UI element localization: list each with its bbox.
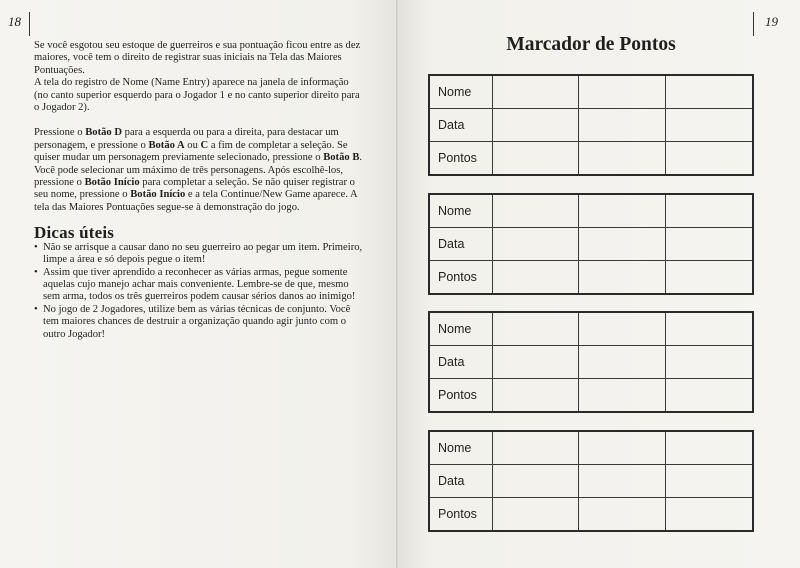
row-label: Pontos (429, 261, 492, 295)
score-row-date (429, 228, 753, 261)
entry-cell (579, 228, 666, 261)
entry-cell (579, 261, 666, 295)
paragraph-high-score (34, 40, 364, 114)
row-label: Nome (429, 312, 492, 346)
entry-cell (579, 431, 666, 465)
entry-cell (666, 498, 753, 532)
paragraph-name-entry: A tela do registro de Nome (Name Entry) aparece na janela de informação (no canto superior esquerdo para o Jogador 1 e no canto superior direito para o Jogador 2). (34, 77, 360, 114)
button-name: Botão A (148, 139, 185, 151)
row-label: Nome (429, 431, 492, 465)
row-label: Data (429, 465, 492, 498)
entry-cell (579, 194, 666, 228)
score-table (428, 74, 754, 176)
text-run: e a tela Continue/New Game aparece. A tela das Maiores Pontuações segue-se à demonstração do jogo. (34, 189, 358, 213)
left-page-text (34, 40, 364, 341)
button-name: Botão Início (84, 177, 140, 189)
text-run: para completar a seleção. Se não quiser registrar o seu nome, pressione o (34, 177, 355, 201)
entry-cell (666, 346, 753, 379)
text-run: ou (184, 139, 201, 151)
score-row-points (429, 379, 753, 413)
page-number-left: 18 (8, 14, 21, 29)
row-label: Pontos (429, 379, 492, 413)
entry-cell (666, 312, 753, 346)
paragraph-controls (34, 127, 364, 214)
tips-heading: Dicas úteis (34, 223, 115, 243)
entry-cell (492, 109, 579, 142)
tip-item: • Não se arrisque a causar dano no seu guerreiro ao pegar um item. Primeiro, limpe a área e só depois pegue o item! (34, 242, 364, 267)
text-run: a fim de completar a seleção. Se quiser mudar um personagem previamente selecionado, pressione o (34, 139, 348, 164)
entry-cell (492, 346, 579, 379)
tips-list (34, 242, 364, 341)
entry-cell (492, 431, 579, 465)
entry-cell (492, 142, 579, 176)
entry-cell (492, 379, 579, 413)
entry-cell (492, 194, 579, 228)
score-row-points (429, 142, 753, 176)
score-row-name (429, 75, 753, 109)
row-label: Data (429, 346, 492, 379)
tip-item: • No jogo de 2 Jogadores, utilize bem as várias técnicas de conjunto. Você tem maiores chances de destruir a organização quando agir junto com o outro Jogador! (34, 304, 364, 341)
row-label: Nome (429, 194, 492, 228)
score-row-name (429, 312, 753, 346)
entry-cell (666, 228, 753, 261)
margin-rule-left (29, 12, 30, 36)
entry-cell (666, 194, 753, 228)
entry-cell (492, 498, 579, 532)
entry-cell (579, 109, 666, 142)
page-title: Marcador de Pontos (506, 34, 676, 55)
entry-cell (579, 142, 666, 176)
entry-cell (492, 312, 579, 346)
score-table (428, 430, 754, 532)
text-run: Pressione o (34, 127, 86, 139)
entry-cell (492, 75, 579, 109)
entry-cell (492, 261, 579, 295)
entry-cell (666, 379, 753, 413)
score-row-date (429, 346, 753, 379)
row-label: Data (429, 228, 492, 261)
left-page (0, 0, 398, 568)
entry-cell (579, 379, 666, 413)
button-name: Botão Início (130, 189, 186, 201)
score-row-date (429, 465, 753, 498)
button-name: C (200, 139, 209, 151)
entry-cell (579, 346, 666, 379)
entry-cell (666, 75, 753, 109)
entry-cell (492, 228, 579, 261)
button-name: Botão D (85, 127, 122, 139)
row-label: Data (429, 109, 492, 142)
entry-cell (579, 498, 666, 532)
tip-item: • Assim que tiver aprendido a reconhecer as várias armas, pegue somente aquelas cujo manejo achar mais conveniente. Lembre-se de que, mesmo sem arma, todos os três guerreiros podem causar sérios danos ao inimigo! (34, 267, 364, 304)
entry-cell (666, 142, 753, 176)
entry-cell (666, 465, 753, 498)
score-table (428, 311, 754, 413)
row-label: Pontos (429, 142, 492, 176)
score-row-date (429, 109, 753, 142)
row-label: Nome (429, 75, 492, 109)
entry-cell (492, 465, 579, 498)
entry-cell (666, 431, 753, 465)
page-number-right: 19 (765, 14, 778, 29)
score-row-name (429, 431, 753, 465)
text-run: para a esquerda ou para a direita, para destacar um personagem, e pressione o (34, 127, 339, 151)
row-label: Pontos (429, 498, 492, 532)
paragraph-high-score-a: Se você esgotou seu estoque de guerreiros e sua pontuação ficou entre as dez maiores, você tem o direito de registrar suas iniciais na Tela das Maiores Pontuações. (34, 40, 361, 76)
score-row-points (429, 498, 753, 532)
button-name: Botão B (323, 152, 360, 164)
entry-cell (579, 465, 666, 498)
entry-cell (666, 261, 753, 295)
entry-cell (579, 75, 666, 109)
entry-cell (666, 109, 753, 142)
text-run: . Você pode selecionar um máximo de três personagens. Após escolhê-los, pressione o (34, 152, 363, 189)
score-row-name (429, 194, 753, 228)
margin-rule-right (753, 12, 754, 36)
score-table (428, 193, 754, 295)
score-row-points (429, 261, 753, 295)
entry-cell (579, 312, 666, 346)
